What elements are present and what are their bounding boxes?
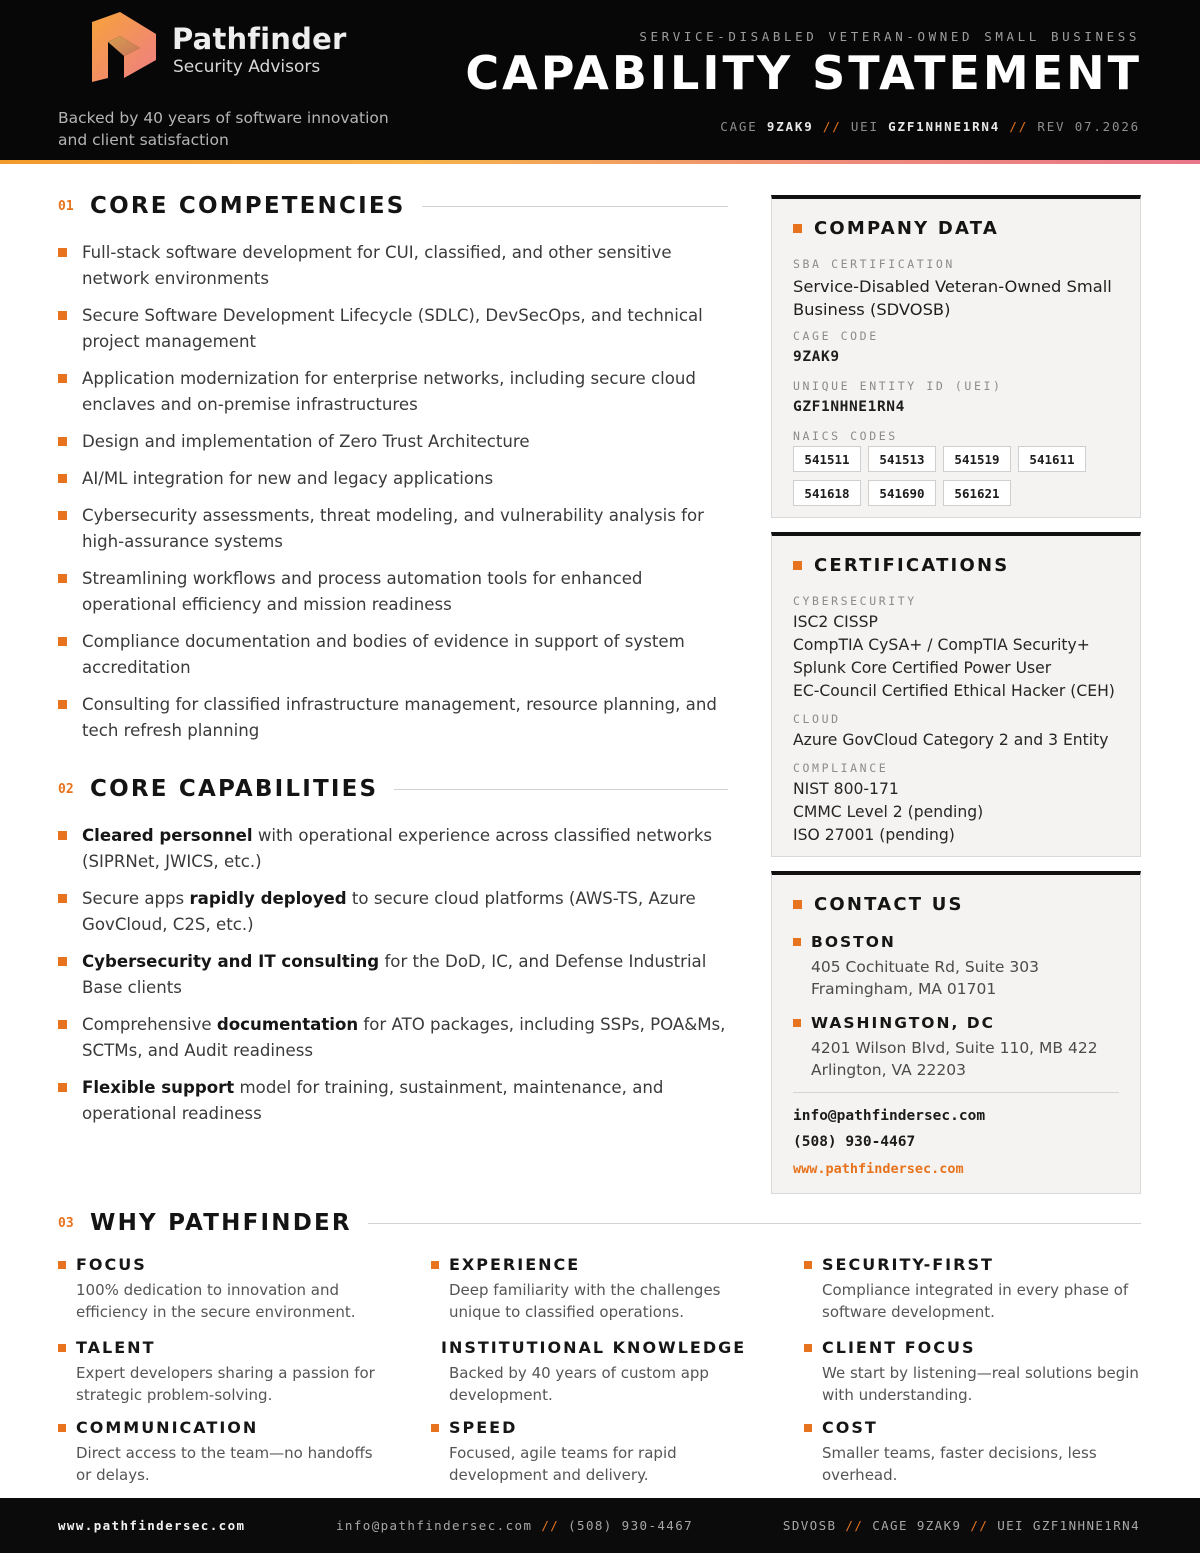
list-item: Design and implementation of Zero Trust Architecture	[58, 429, 728, 455]
card-heading: CERTIFICATIONS	[793, 555, 1009, 576]
section-heading-capabilities	[58, 776, 728, 802]
location-square-icon	[793, 1019, 801, 1027]
card-heading: COMPANY DATA	[793, 218, 999, 239]
naics-chip: 541690	[868, 480, 936, 506]
cert-item: CompTIA CySA+ / CompTIA Security+	[793, 636, 1090, 654]
naics-chip: 541511	[793, 446, 861, 472]
separator: //	[541, 1518, 560, 1533]
contact-card	[771, 871, 1141, 1194]
naics-codes	[793, 446, 1123, 506]
list-item: Secure Software Development Lifecycle (SDLC), DevSecOps, and technical project management	[58, 303, 728, 355]
cert-group-items	[793, 611, 1115, 703]
why-item-client-focus: CLIENT FOCUS We start by listening—real solutions begin with understanding.	[804, 1338, 1142, 1406]
office-boston: BOSTON	[793, 933, 896, 951]
contact-website-link[interactable]: www.pathfindersec.com	[793, 1161, 964, 1177]
contact-email-link[interactable]: info@pathfindersec.com	[793, 1108, 986, 1124]
contact-phone[interactable]: (508) 930-4467	[793, 1134, 916, 1150]
bullet-square-icon	[804, 1261, 812, 1269]
why-item-experience: EXPERIENCE Deep familiarity with the challenges unique to classified operations.	[431, 1255, 776, 1323]
footer	[0, 1498, 1200, 1553]
bullet-square-icon	[58, 474, 67, 483]
brand-tagline: Backed by 40 years of software innovation and client satisfaction	[58, 109, 389, 149]
cert-item: ISO 27001 (pending)	[793, 826, 955, 844]
list-item: Compliance documentation and bodies of evidence in support of system accreditation	[58, 629, 728, 681]
bullet-square-icon	[58, 311, 67, 320]
why-item-speed: SPEED Focused, agile teams for rapid development and delivery.	[431, 1418, 766, 1486]
footer-email-link[interactable]: info@pathfindersec.com	[336, 1518, 533, 1533]
page-title: CAPABILITY STATEMENT	[465, 46, 1142, 100]
business-designation: SERVICE-DISABLED VETERAN-OWNED SMALL BUSINESS	[639, 29, 1140, 44]
cert-group-items	[793, 778, 983, 847]
office-address: 405 Cochituate Rd, Suite 303 Framingham, MA 01701	[811, 958, 1039, 998]
header-id-line	[720, 119, 1140, 134]
bullet-square-icon	[58, 511, 67, 520]
card-heading: CONTACT US	[793, 894, 964, 915]
revision: REV 07.2026	[1037, 119, 1140, 134]
cage-code-value: 9ZAK9	[793, 349, 840, 365]
section-number: 02	[58, 781, 74, 797]
cage-code-label: CAGE CODE	[793, 329, 879, 343]
why-item-cost: COST Smaller teams, faster decisions, less overhead.	[804, 1418, 1149, 1486]
cert-group-label: CYBERSECURITY	[793, 594, 917, 608]
uei-label: UEI	[850, 119, 879, 134]
company-data-card	[771, 195, 1141, 518]
bullet-square-icon	[58, 637, 67, 646]
office-washington: WASHINGTON, DC	[793, 1014, 995, 1032]
footer-sdvosb: SDVOSB	[782, 1518, 837, 1533]
uei-value: GZF1NHNE1RN4	[888, 119, 1001, 134]
why-item-security-first: SECURITY-FIRST Compliance integrated in every phase of software development.	[804, 1255, 1142, 1323]
why-item-institutional-knowledge: INSTITUTIONAL KNOWLEDGE Backed by 40 years of custom app development.	[441, 1338, 747, 1404]
separator: //	[1009, 119, 1029, 134]
list-item: Cybersecurity assessments, threat modeling, and vulnerability analysis for high-assurance systems	[58, 503, 728, 555]
cert-item: EC-Council Certified Ethical Hacker (CEH)	[793, 682, 1115, 700]
list-item: AI/ML integration for new and legacy applications	[58, 466, 728, 492]
section-divider	[368, 1223, 1141, 1224]
list-item: Cybersecurity and IT consulting for the DoD, IC, and Defense Industrial Base clients	[58, 949, 728, 1001]
bullet-square-icon	[58, 894, 67, 903]
bullet-square-icon	[58, 1261, 66, 1269]
bullet-square-icon	[58, 831, 67, 840]
bullet-square-icon	[804, 1424, 812, 1432]
header	[0, 0, 1200, 160]
footer-ids	[783, 1518, 1140, 1533]
cage-label: CAGE	[720, 119, 758, 134]
cert-item: NIST 800-171	[793, 780, 899, 798]
sba-value: Service-Disabled Veteran-Owned Small Business (SDVOSB)	[793, 277, 1112, 319]
section-heading-competencies	[58, 193, 728, 219]
brand-name: Pathfinder	[172, 22, 347, 56]
naics-chip: 541513	[868, 446, 936, 472]
section-divider	[394, 789, 728, 790]
naics-chip: 541618	[793, 480, 861, 506]
pathfinder-logo-icon	[90, 12, 158, 82]
why-item-focus: FOCUS 100% dedication to innovation and efficiency in the secure environment.	[58, 1255, 398, 1323]
naics-chip: 561621	[943, 480, 1011, 506]
bullet-square-icon	[58, 248, 67, 257]
bullet-square-icon	[58, 1424, 66, 1432]
location-square-icon	[793, 938, 801, 946]
heading-square-icon	[793, 900, 802, 909]
list-item: Cleared personnel with operational experience across classified networks (SIPRNet, JWICS, etc.)	[58, 823, 728, 875]
cage-value: 9ZAK9	[766, 119, 814, 134]
footer-uei: UEI GZF1NHNE1RN4	[997, 1518, 1140, 1533]
section-title: CORE CAPABILITIES	[90, 776, 379, 802]
bullet-square-icon	[431, 1424, 439, 1432]
why-item-talent: TALENT Expert developers sharing a passion for strategic problem-solving.	[58, 1338, 378, 1406]
cert-item: Splunk Core Certified Power User	[793, 659, 1052, 677]
separator: //	[845, 1518, 864, 1533]
heading-square-icon	[793, 224, 802, 233]
cert-item: Azure GovCloud Category 2 and 3 Entity	[793, 731, 1109, 749]
bullet-square-icon	[58, 374, 67, 383]
section-divider	[422, 206, 728, 207]
uei-label: UNIQUE ENTITY ID (UEI)	[793, 379, 1003, 393]
section-title: CORE COMPETENCIES	[90, 193, 406, 219]
contact-divider	[793, 1092, 1119, 1093]
certifications-card	[771, 532, 1141, 857]
list-item: Full-stack software development for CUI, classified, and other sensitive network environments	[58, 240, 728, 292]
list-item: Streamlining workflows and process automation tools for enhanced operational efficiency and mission readiness	[58, 566, 728, 618]
cert-group-label: COMPLIANCE	[793, 761, 889, 775]
why-item-communication: COMMUNICATION Direct access to the team—no handoffs or delays.	[58, 1418, 378, 1486]
bullet-square-icon	[58, 437, 67, 446]
bullet-square-icon	[58, 957, 67, 966]
bullet-square-icon	[431, 1261, 439, 1269]
heading-square-icon	[793, 561, 802, 570]
separator: //	[970, 1518, 989, 1533]
cert-item: CMMC Level 2 (pending)	[793, 803, 984, 821]
sba-label: SBA CERTIFICATION	[793, 257, 955, 271]
footer-phone[interactable]: (508) 930-4467	[568, 1518, 694, 1533]
bullet-square-icon	[804, 1344, 812, 1352]
footer-contact	[336, 1518, 693, 1533]
list-item: Application modernization for enterprise networks, including secure cloud enclaves and on-premise infrastructures	[58, 366, 728, 418]
cert-item: ISC2 CISSP	[793, 613, 878, 631]
header-gradient-rule	[0, 160, 1200, 164]
capabilities-list	[58, 823, 728, 1127]
list-item: Comprehensive documentation for ATO packages, including SSPs, POA&Ms, SCTMs, and Audit readiness	[58, 1012, 728, 1064]
footer-cage: CAGE 9ZAK9	[872, 1518, 962, 1533]
section-heading-why	[58, 1210, 1141, 1236]
separator: //	[822, 119, 842, 134]
bullet-square-icon	[58, 574, 67, 583]
cert-group-label: CLOUD	[793, 712, 841, 726]
competencies-list	[58, 240, 728, 744]
list-item: Secure apps rapidly deployed to secure cloud platforms (AWS-TS, Azure GovCloud, C2S, etc.)	[58, 886, 728, 938]
naics-chip: 541519	[943, 446, 1011, 472]
bullet-square-icon	[58, 1020, 67, 1029]
footer-website-link[interactable]: www.pathfindersec.com	[58, 1518, 246, 1533]
section-number: 03	[58, 1215, 74, 1231]
section-number: 01	[58, 198, 74, 214]
list-item: Flexible support model for training, sustainment, maintenance, and operational readiness	[58, 1075, 728, 1127]
naics-label: NAICS CODES	[793, 429, 898, 443]
section-title: WHY PATHFINDER	[90, 1210, 352, 1236]
brand-subtitle: Security Advisors	[173, 57, 321, 77]
uei-value: GZF1NHNE1RN4	[793, 399, 905, 415]
bullet-square-icon	[58, 700, 67, 709]
cert-group-items	[793, 729, 1108, 752]
list-item: Consulting for classified infrastructure management, resource planning, and tech refresh planning	[58, 692, 728, 744]
bullet-square-icon	[58, 1344, 66, 1352]
bullet-square-icon	[58, 1083, 67, 1092]
office-address: 4201 Wilson Blvd, Suite 110, MB 422 Arlington, VA 22203	[811, 1039, 1098, 1079]
naics-chip: 541611	[1018, 446, 1086, 472]
